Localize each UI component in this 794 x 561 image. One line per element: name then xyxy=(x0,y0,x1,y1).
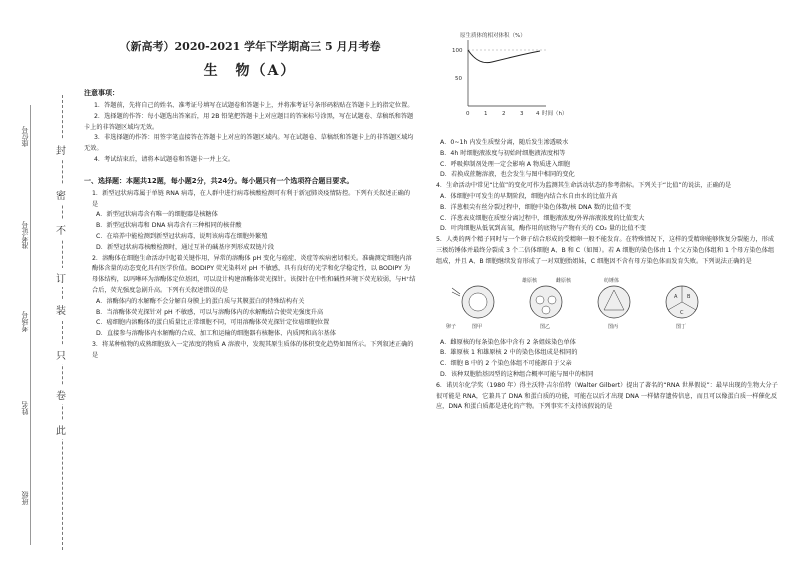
note-item: 3．非选择题的作答：用签字笔直接答在答题卡上对应的答题区域内。写在试题卷、草稿纸和答题卡上的非答题区域均无效。 xyxy=(84,134,414,153)
graph-ylabel: 原生质体的相对体积（%） xyxy=(460,33,526,39)
seal-char: 此 xyxy=(56,420,66,439)
graph-xtick: 0 xyxy=(466,111,470,117)
question-option: D．新型冠状病毒核酸检测时，通过互补的碱基序列形成双链片段 xyxy=(96,243,275,251)
seal-char: 装 xyxy=(56,300,66,319)
graph-xtick: 3 xyxy=(520,111,524,117)
question-option: C．在培养中能检测到新型冠状病毒，说明该病毒在细胞外繁殖 xyxy=(96,232,268,240)
left-column xyxy=(84,28,416,362)
question-option: A．体细胞中可发生的早期阶段，细胞内结合水自由水的比值升高 xyxy=(440,192,618,200)
question-option: A．0~1h 内发生质壁分离，随后发生渗透吸水 xyxy=(440,139,569,146)
seal-char: 不 xyxy=(56,220,66,239)
seal-char: 封 xyxy=(56,140,66,159)
cell-label-c: C xyxy=(680,309,684,316)
graph-xtick: 1 xyxy=(484,111,488,117)
question-stem: 3．将某种植物的成熟细胞放入一定浓度的物质 A 溶液中，发现其原生质体的体积变化趋势如图所示。下列叙述正确的是 xyxy=(92,340,414,359)
note-item: 2．选择题的作答：每小题选出答案后，用 2B 铅笔把答题卡上对应题目的答案标号涂黑，写在试题卷、草稿纸和答题卡上的非答题区域均无效。 xyxy=(84,112,414,131)
sperm-icon xyxy=(452,288,460,296)
exam-room-label: 考场号 xyxy=(21,311,29,332)
question-option: C．洋葱表皮细胞在质壁分离过程中，细胞液浓度/外界溶液浓度的比值变大 xyxy=(440,214,645,222)
label-egg: 卵子 xyxy=(446,323,457,330)
cell-label-b: B xyxy=(687,293,691,300)
male-pronucleus xyxy=(536,296,544,304)
question-option: A．新型冠状病毒含有唯一的细胞器是核糖体 xyxy=(96,211,218,219)
question-stem: 5．人类的两个精子同时与一个卵子结合形成的受精卵一般不能发育。在特殊情况下，这样的受精卵能够恢复分裂能力，形成三极纺锤体并最终分裂成 3 个二倍体细胞 A、B 和 C（如图）。若 A 细胞的染色体由 1 个父方染色体组和 1 个母方染色体组组成，并且 A、B 细胞继续发育形成了一对双胞胎姐妹，C 细胞因不含有母方染色体而发育失败。下列说法正确的是 xyxy=(436,236,775,265)
exam-id-label: 准考证号 xyxy=(21,221,29,249)
field-line xyxy=(30,105,31,545)
seat-number-label: 座位号 xyxy=(21,126,29,147)
question-option: D．该种双胞胎基因型的这种组合概率可能与图中的相同 xyxy=(440,370,594,378)
section-heading: 一、选择题：本题共12题，每小题2分，共24分。每小题只有一个选项符合题目要求。 xyxy=(84,176,354,185)
fig-label-b: 图乙 xyxy=(540,323,551,330)
cell-nucleus xyxy=(469,293,487,311)
male-pronucleus-2 xyxy=(542,306,550,314)
graph-ytick: 100 xyxy=(452,48,463,54)
notes-heading: 注意事项： xyxy=(84,89,119,97)
fig-label-c: 图丙 xyxy=(608,323,619,330)
graph-xtick: 2 xyxy=(502,111,506,117)
note-item: 1．答题前，先将自己的姓名、准考证号填写在试题卷和答题卡上，并将准考证号条形码粘贴在答题卡上的指定位置。 xyxy=(94,102,414,109)
question-stem: 2．溶酶体在细胞生命活动中起着关键作用，异常的溶酶体 pH 变化与癌症、炎症等疾病密切相关。准确测定细胞内溶酶体含量的动态变化具有医学价值。BODIPY 荧光染料对 pH 不敏感，具有良好的光学和化学稳定性，以 BODIPY 为母体结构，以吗啉环为溶酶体定位基团，可以设计构建溶酶体荧光探针。该探针在中性和碱性环境下荧光较弱，与H⁺结合后，荧光强度急剧升高。下列有关叙述错误的是 xyxy=(92,254,416,294)
seal-char: 密 xyxy=(56,185,66,204)
question-option: B．当溶酶体荧光探针对 pH 不敏感，可以与溶酶体内的水解酶结合使荧光强度升高 xyxy=(96,308,324,316)
seal-dashed-line xyxy=(62,95,63,550)
label-male-pronucleus: 雄原核 xyxy=(522,277,538,284)
question-option: B．4h 时细胞液浓度与初始时细胞液浓度相等 xyxy=(440,149,566,157)
name-label: 姓名 xyxy=(21,401,29,415)
question-option: D．直接参与溶酶体内水解酶的合成、加工和运输的细胞器有核糖体、内质网和高尔基体 xyxy=(96,330,336,338)
question-option: D．若换成蔗糖溶液，也会发生与图中相同的变化 xyxy=(440,171,575,179)
label-spindle: 纺锤体 xyxy=(604,277,620,284)
graph-ytick: 50 xyxy=(455,76,462,82)
question-option: C．呼吸抑制剂处理一定会影响 A 物质进入细胞 xyxy=(440,160,571,168)
question-stem: 6．诺贝尔化学奖（1980 年）得主沃特·吉尔伯特（Walter Gilbert）提出了著名的“RNA 世界假说”：最早出现的生物大分子很可能是 RNA，它兼具了 DNA 和蛋白质的功能，可能在以后才出现 DNA 一样储存遗传信息，而且可以像蛋白质一样催化反应，DNA 和蛋白质都是进化的产物。下列事实不支持该假说的是 xyxy=(436,381,778,411)
label-female-pronucleus: 雌原核 xyxy=(556,277,572,284)
graph-xtick: 4 xyxy=(536,111,540,117)
volume-graph xyxy=(428,28,780,132)
fig-label-a: 图甲 xyxy=(472,323,483,330)
seal-char: 订 xyxy=(56,268,66,287)
exam-title: （新高考）2020-2021 学年下学期高三 5 月月考卷 xyxy=(119,40,381,53)
seal-strip xyxy=(0,0,80,561)
cell-division-figure xyxy=(428,270,780,334)
seal-char: 卷 xyxy=(56,385,66,404)
question-option: B．洋葱根尖有丝分裂过程中，细胞中染色体数/核 DNA 数的比值不变 xyxy=(440,203,631,211)
seal-char: 只 xyxy=(56,345,66,364)
cell-label-a: A xyxy=(674,293,678,300)
cell-division-svg xyxy=(428,270,780,334)
question-stem: 4．生命活动中常见“比值”的变化可作为监测其生命活动状态的参考指标。下列关于“比值”的说法，正确的是 xyxy=(436,182,732,190)
question-option: D．叶肉细胞从低氧到高氧，酶作用的底物与产物有关的 CO₂ 量的比值不变 xyxy=(440,225,646,233)
volume-graph-svg xyxy=(428,28,568,132)
question-option: C．细胞 B 中的 2 个染色体组不可能源自于父亲 xyxy=(440,360,572,368)
right-column xyxy=(428,28,780,413)
female-pronucleus xyxy=(548,296,556,304)
question-option: C．癌细胞内溶酶体的蛋白质量比正常细胞不同，可用溶酶体荧光探针定位癌细胞位置 xyxy=(96,319,330,327)
exam-subject: 生 物（A） xyxy=(203,63,297,79)
question-option: B．雄原核 1 和雄原核 2 中的染色体组成是相同的 xyxy=(440,349,578,357)
question-option: A．雌原核的每条染色体中含有 2 条姐妹染色单体 xyxy=(440,338,576,346)
question-stem: 1．新型冠状病毒属于单链 RNA 病毒，在人群中进行病毒核酸检测可有利于新冠肺炎疫情防控。下列有关叙述正确的是 xyxy=(92,189,411,208)
class-label: 班级 xyxy=(21,491,29,505)
cell-spindle xyxy=(598,286,630,318)
question-option: A．溶酶体内的水解酶不会分解自身膜上的蛋白质与其膜蛋白的特殊结构有关 xyxy=(96,297,305,305)
question-option: B．新型冠状病毒和 DNA 病毒含有三种相同的核苷酸 xyxy=(96,222,242,230)
note-item: 4．考试结束后，请将本试题卷和答题卡一并上交。 xyxy=(94,155,235,163)
graph-xlabel: 时间（h） xyxy=(542,111,568,117)
fig-label-d: 图丁 xyxy=(676,323,687,330)
graph-curve xyxy=(468,50,540,63)
